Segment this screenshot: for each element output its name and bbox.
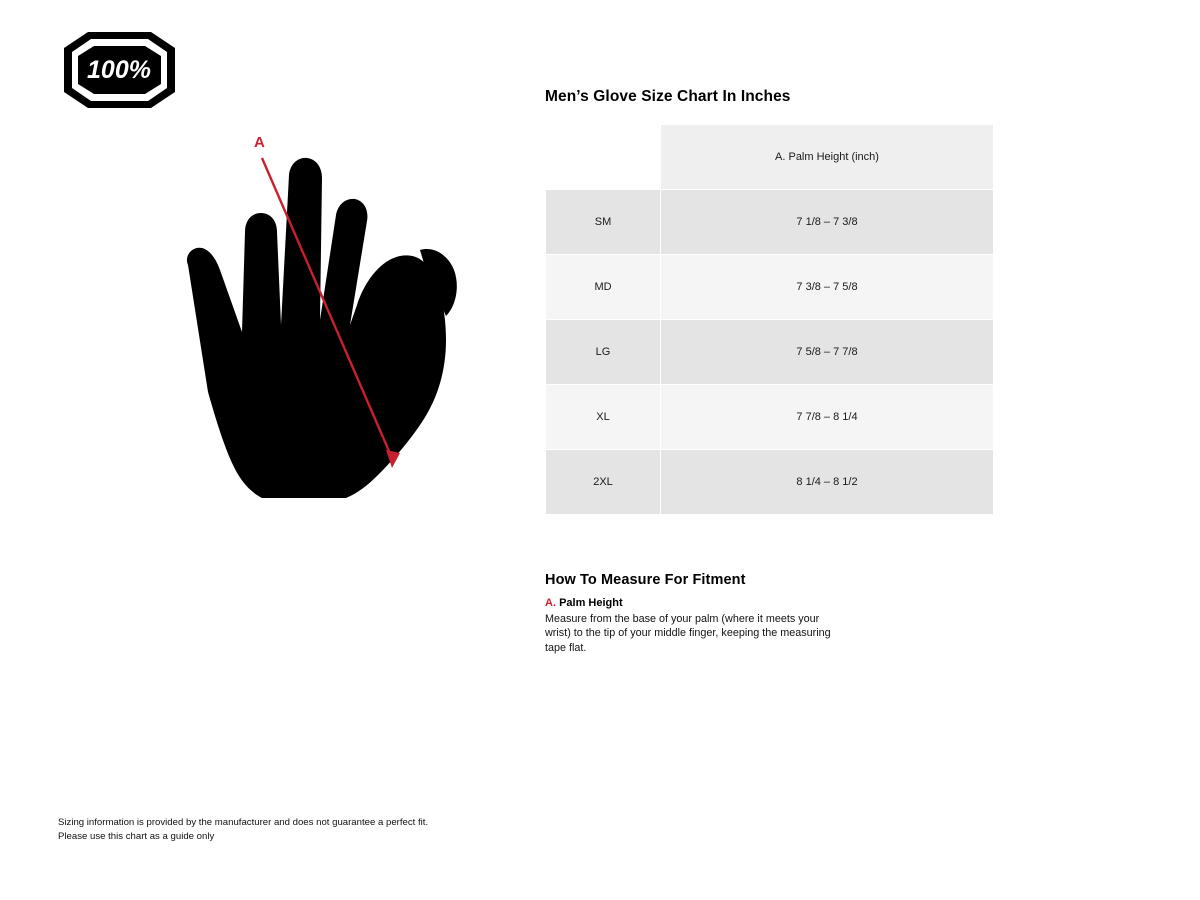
table-row (546, 450, 994, 515)
cell-size: XL (546, 385, 661, 450)
cell-palm-height: 7 1/8 – 7 3/8 (661, 190, 994, 255)
cell-palm-height: 7 7/8 – 8 1/4 (661, 385, 994, 450)
measure-item-body: Measure from the base of your palm (where it meets your wrist) to the tip of your middle finger, keeping the measuring tape flat. (545, 613, 831, 654)
cell-palm-height: 8 1/4 – 8 1/2 (661, 450, 994, 515)
size-chart-section (545, 88, 1105, 515)
measure-item-heading (545, 597, 865, 609)
measure-label-a: A (254, 134, 266, 151)
cell-size: SM (546, 190, 661, 255)
cell-size: MD (546, 255, 661, 320)
table-row (546, 320, 994, 385)
footer-line-1: Sizing information is provided by the manufacturer and does not guarantee a perfect fit. (58, 817, 429, 828)
footer-disclaimer (58, 816, 428, 844)
cell-palm-height: 7 5/8 – 7 7/8 (661, 320, 994, 385)
table-row (546, 385, 994, 450)
how-to-measure-title: How To Measure For Fitment (545, 572, 746, 588)
header-cell-blank (546, 125, 661, 190)
chart-title: Men’s Glove Size Chart In Inches (545, 88, 791, 105)
table-row (546, 190, 994, 255)
cell-size: 2XL (546, 450, 661, 515)
header-cell-palm-height: A. Palm Height (inch) (661, 125, 994, 190)
cell-size: LG (546, 320, 661, 385)
how-to-measure-section (545, 572, 865, 655)
size-chart-table (545, 124, 994, 515)
svg-text:100%: 100% (87, 56, 151, 84)
measure-item-title: Palm Height (559, 597, 623, 609)
table-header-row (546, 125, 994, 190)
cell-palm-height: 7 3/8 – 7 5/8 (661, 255, 994, 320)
footer-line-2: Please use this chart as a guide only (58, 830, 215, 842)
hand-diagram (150, 120, 550, 520)
table-row (546, 255, 994, 320)
brand-logo (58, 28, 181, 112)
measure-item-marker: A. (545, 597, 556, 609)
hand-silhouette (187, 158, 457, 498)
